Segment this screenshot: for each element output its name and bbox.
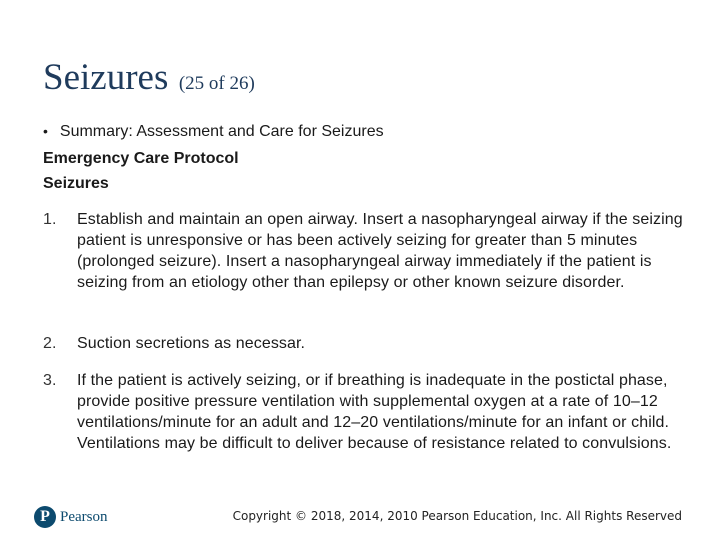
pearson-p-icon: P — [34, 506, 56, 528]
slide-title — [43, 56, 255, 99]
protocol-heading: Emergency Care Protocol — [43, 150, 239, 167]
step-text: If the patient is actively seizing, or if breathing is inadequate in the postictal phase, provide positive pressure ventilation with supplemental oxygen at a rate of 10–12 ventilations/minute for an adult and 12–20 ventilations/minute for an infant or child. Ventilations may be difficult to deliver because of resistance related to convulsions. — [77, 372, 672, 452]
pearson-wordmark: Pearson — [60, 508, 108, 525]
topic-heading: Seizures — [43, 175, 109, 192]
title-page-indicator: (25 of 26) — [178, 73, 255, 94]
step-text: Suction secretions as necessar. — [77, 335, 306, 352]
step-number: 2. — [43, 335, 57, 352]
pearson-logo — [34, 506, 108, 528]
step-text: Establish and maintain an open airway. Insert a nasopharyngeal airway if the seizing patient is unresponsive or has been actively seizing for greater than 5 minutes (prolonged seizure). Insert a nasopharyngeal airway immediately if the patient is seizing from an etiology other than epilepsy or other known seizure disorder. — [77, 211, 683, 291]
step-item — [43, 209, 683, 293]
bullet-icon: • — [43, 123, 48, 139]
step-item — [43, 333, 683, 354]
summary-text: Summary: Assessment and Care for Seizures — [59, 123, 384, 140]
copyright-notice: Copyright © 2018, 2014, 2010 Pearson Education, Inc. All Rights Reserved — [232, 509, 682, 523]
step-number: 1. — [43, 211, 57, 228]
step-number: 3. — [43, 372, 57, 389]
title-main: Seizures — [43, 57, 169, 98]
step-item — [43, 370, 683, 454]
summary-bullet — [43, 123, 384, 141]
